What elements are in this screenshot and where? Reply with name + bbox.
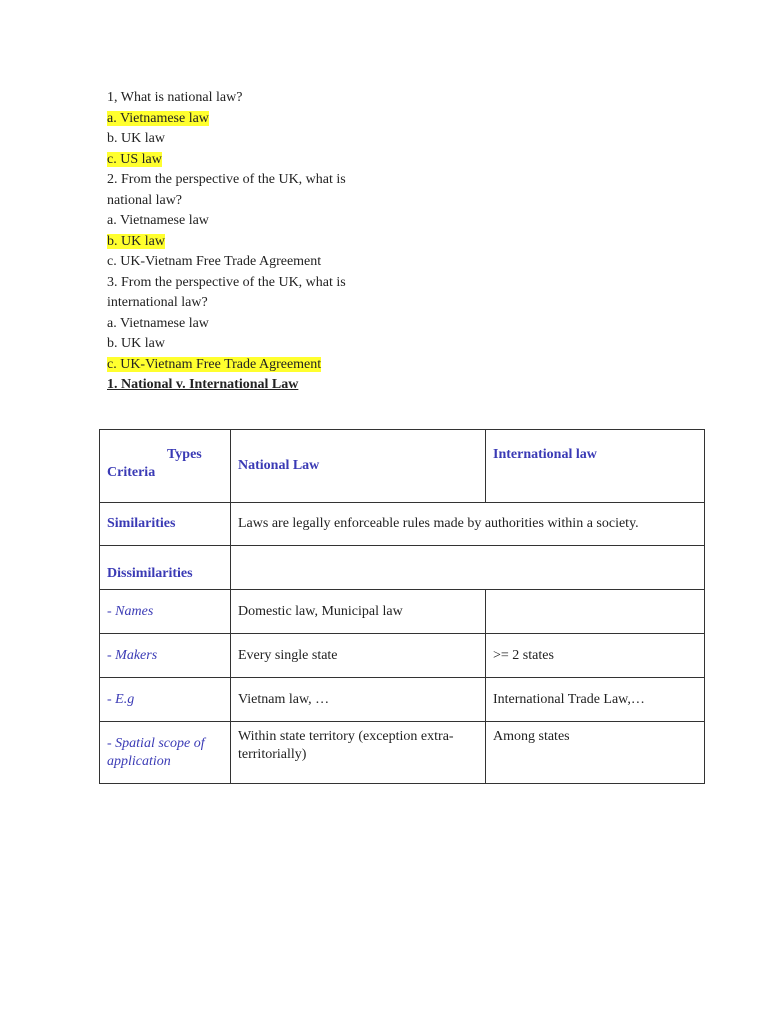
question-1: 1, What is national law?: [107, 90, 243, 105]
header-types: Types: [167, 447, 202, 462]
answer-option: c. UK-Vietnam Free Trade Agreement: [107, 254, 322, 269]
question-2: 2. From the perspective of the UK, what is: [107, 172, 346, 187]
quiz-section: [107, 88, 407, 396]
dissimilarities-empty: [231, 546, 705, 590]
answer-option: b. UK law: [107, 131, 165, 146]
section-title: 1. National v. International Law: [107, 377, 299, 392]
table-row: [100, 590, 705, 634]
international-cell: International Trade Law,…: [486, 678, 705, 722]
criterion-cell: - Spatial scope of application: [100, 722, 231, 784]
header-national-law: National Law: [231, 430, 486, 503]
similarities-label: Similarities: [100, 503, 231, 546]
similarities-text: Laws are legally enforceable rules made by authorities within a society.: [231, 503, 705, 546]
answer-option: a. Vietnamese law: [107, 315, 209, 331]
criterion-cell: - Names: [100, 590, 231, 634]
header-criteria: Criteria: [107, 465, 156, 480]
criterion-cell: - E.g: [100, 678, 231, 722]
international-cell: [486, 590, 705, 634]
answer-option: b. UK law: [107, 336, 165, 351]
answer-highlighted: b. UK law: [107, 233, 165, 249]
header-types-criteria: [100, 430, 231, 503]
question-2-cont: national law?: [107, 192, 183, 208]
dissimilarities-label: Dissimilarities: [100, 546, 231, 590]
national-cell: Every single state: [231, 634, 486, 678]
national-cell: Domestic law, Municipal law: [231, 590, 486, 634]
question-3-cont: international law?: [107, 295, 208, 310]
answer-option: a. Vietnamese law: [107, 213, 209, 228]
national-cell: Vietnam law, …: [231, 678, 486, 722]
international-cell: >= 2 states: [486, 634, 705, 678]
comparison-table: [99, 429, 705, 784]
answer-highlighted: a. Vietnamese law: [107, 110, 209, 126]
table-row-similarities: [100, 503, 705, 546]
question-3: 3. From the perspective of the UK, what is: [107, 274, 346, 290]
table-row: [100, 634, 705, 678]
answer-highlighted: c. US law: [107, 151, 162, 167]
criterion-cell: - Makers: [100, 634, 231, 678]
international-cell: Among states: [486, 722, 705, 784]
table-row-dissimilarities: [100, 546, 705, 590]
table-row: [100, 722, 705, 784]
table-row: [100, 678, 705, 722]
national-cell: Within state territory (exception extra-territorially): [231, 722, 486, 784]
answer-highlighted: c. UK-Vietnam Free Trade Agreement: [107, 356, 322, 372]
table-header-row: [100, 430, 705, 503]
header-international-law: International law: [486, 430, 705, 503]
